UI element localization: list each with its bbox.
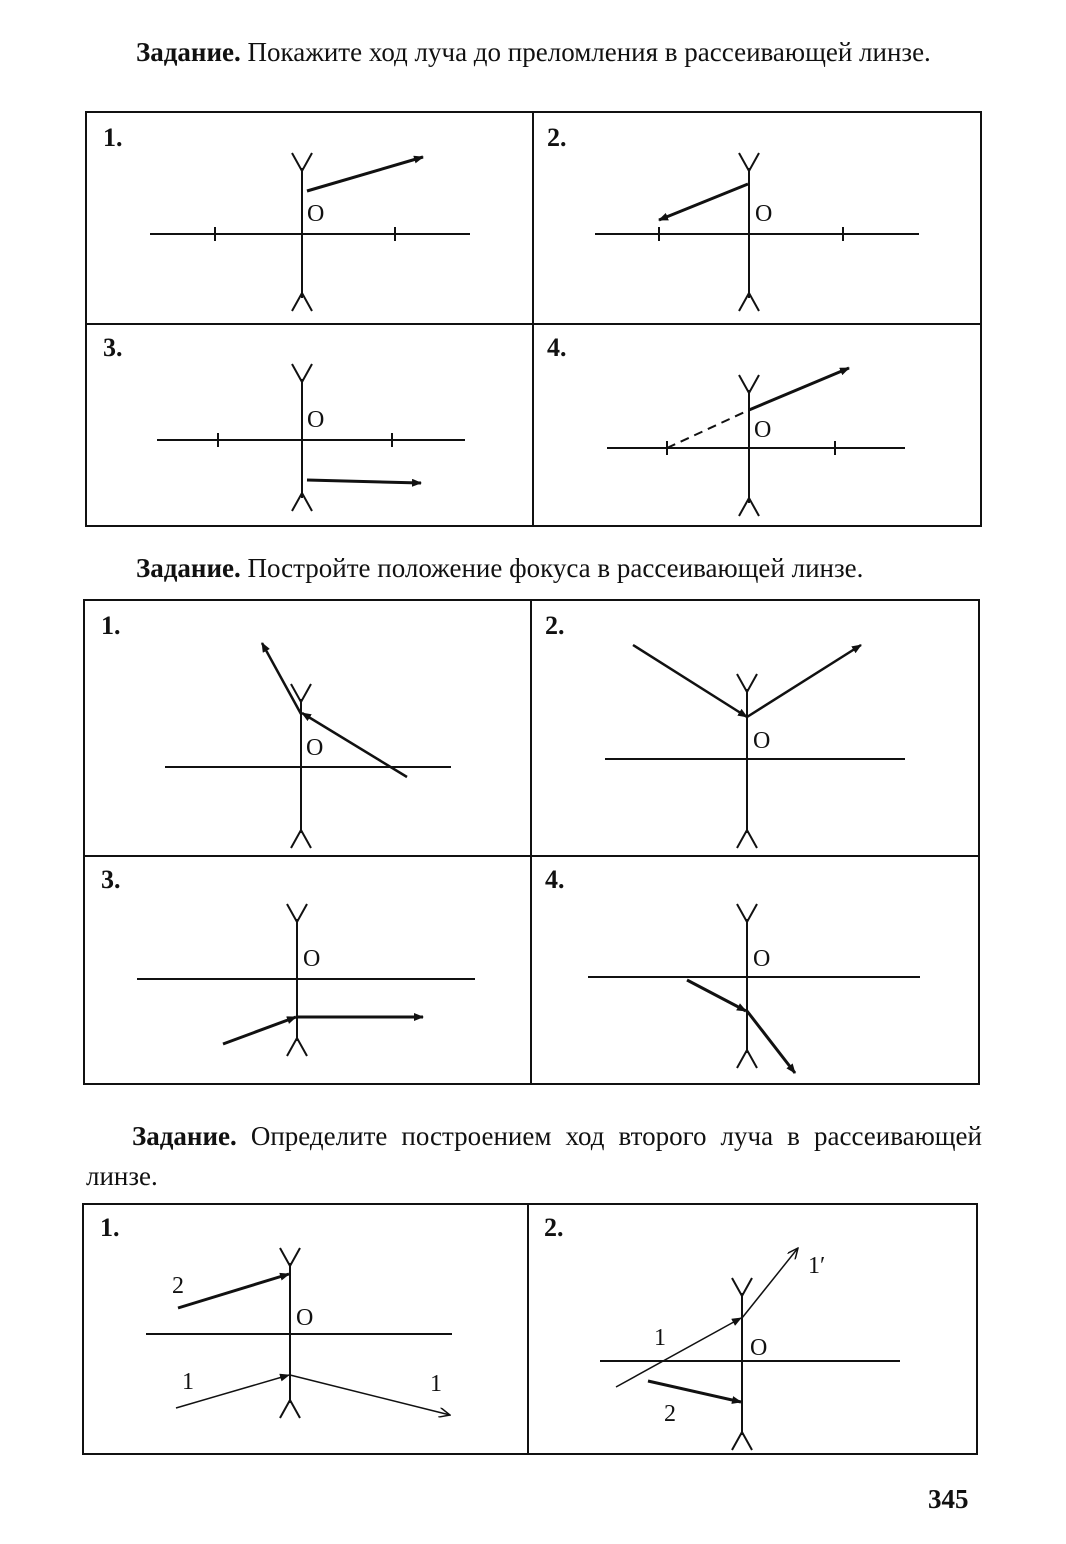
- center-label: O: [753, 728, 771, 754]
- cell-number: 2.: [545, 611, 565, 640]
- cell-number: 3.: [103, 333, 123, 362]
- diagram-1-2: [595, 153, 919, 311]
- ray-label-1-out: 1: [430, 1371, 442, 1397]
- diagram-2-4: [588, 904, 920, 1073]
- diagram-1-1: [150, 153, 470, 311]
- grid-3-diagrams: [84, 1205, 980, 1457]
- task-2-body: Постройте положение фокуса в рассеивающей линзе.: [240, 553, 864, 583]
- center-label: O: [755, 201, 773, 227]
- cell-number: 3.: [101, 865, 121, 894]
- center-label: O: [296, 1305, 314, 1331]
- task-3-text: [86, 1116, 982, 1196]
- center-label: O: [754, 417, 772, 443]
- cell-number: 2.: [544, 1213, 564, 1242]
- task-1-text: [86, 32, 982, 72]
- page-number: 345: [928, 1484, 969, 1514]
- ray-label-2: 2: [664, 1401, 676, 1427]
- task-1-label: Задание.: [136, 37, 241, 67]
- center-label: O: [307, 407, 325, 433]
- ray-label-1-prime: 1′: [808, 1253, 826, 1279]
- cell-number: 2.: [547, 123, 567, 152]
- ray-label-1: 1: [654, 1325, 666, 1351]
- cell-number: 4.: [545, 865, 565, 894]
- ray-label-1: 1: [182, 1369, 194, 1395]
- grid-focus: [83, 599, 980, 1085]
- grid-second-ray: [82, 1203, 978, 1455]
- task-1-body: Покажите ход луча до преломления в рассеивающей линзе.: [240, 37, 931, 67]
- cell-number: 1.: [100, 1213, 120, 1242]
- cell-number: 1.: [101, 611, 121, 640]
- diagram-2-3: [137, 904, 475, 1056]
- cell-number: 1.: [103, 123, 123, 152]
- task-3-label: Задание.: [132, 1121, 237, 1151]
- task-2-label: Задание.: [136, 553, 241, 583]
- diagram-1-3: [157, 364, 465, 511]
- grid-1-diagrams: [87, 113, 984, 529]
- grid-2-diagrams: [85, 601, 982, 1087]
- grid-refraction: [85, 111, 982, 527]
- center-label: O: [303, 946, 321, 972]
- task-2-text: [86, 548, 982, 588]
- ray-label-2: 2: [172, 1273, 184, 1299]
- center-label: O: [753, 946, 771, 972]
- center-label: O: [750, 1335, 768, 1361]
- cell-number: 4.: [547, 333, 567, 362]
- task-3-body: Определите построением ход второго луча в рассеивающей линзе.: [86, 1121, 982, 1191]
- center-label: O: [306, 735, 324, 761]
- center-label: O: [307, 201, 325, 227]
